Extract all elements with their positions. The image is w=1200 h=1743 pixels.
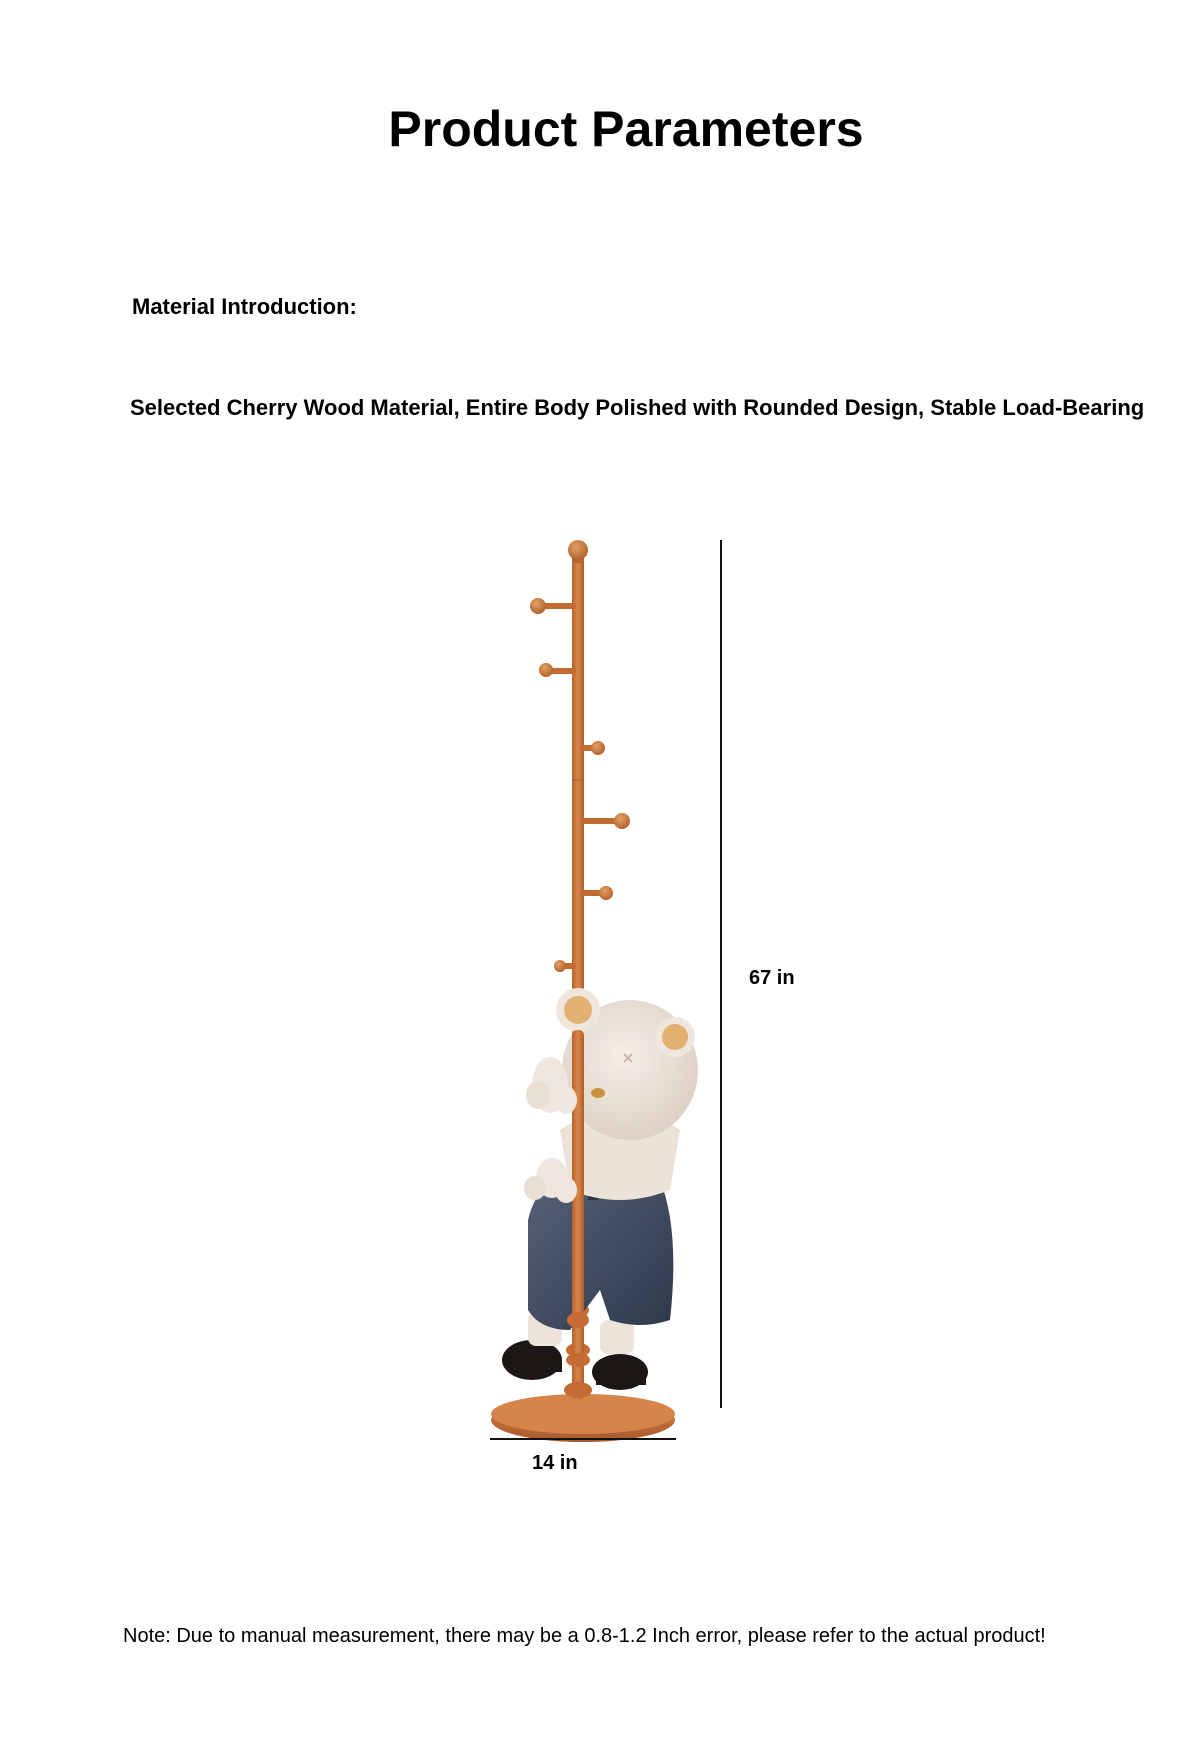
measurement-note: Note: Due to manual measurement, there may be a 0.8-1.2 Inch error, please refer to the actual product! [123,1625,1046,1647]
bear-figure [502,988,698,1390]
width-dimension-line [490,1438,676,1440]
rack-base [491,1394,675,1442]
pole-turn [567,1312,589,1328]
pole-turn [566,1353,590,1367]
bear-hand [555,1086,577,1114]
material-description: Selected Cherry Wood Material, Entire Body Polished with Rounded Design, Stable Load-Bearing [130,395,1145,420]
page-title: Product Parameters [388,101,864,157]
coat-rack-bear-illustration [470,530,800,1500]
title-wrapper [0,100,1200,158]
material-heading: Material Introduction: [132,294,357,319]
height-dimension-label: 67 in [749,967,795,989]
bear-hand [555,1177,577,1203]
pole-turn [564,1382,592,1398]
height-dimension-line [720,540,722,1408]
width-dimension-label: 14 in [532,1452,578,1474]
